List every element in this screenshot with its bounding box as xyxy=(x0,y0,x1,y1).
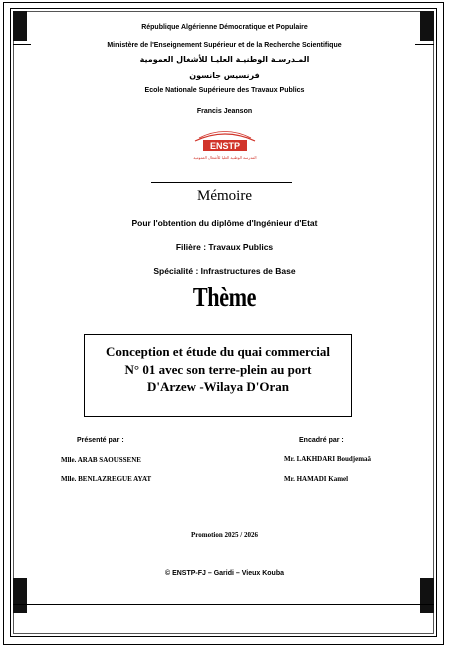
footer-text: © ENSTP-FJ – Garidi – Vieux Kouba xyxy=(164,570,284,577)
republic-text: République Algérienne Démocratique et Populaire xyxy=(141,24,308,31)
purpose-text: Pour l'obtention du diplôme d'Ingénieur d'Etat xyxy=(131,218,318,228)
ministry-text: Ministère de l'Enseignement Supérieur et de la Recherche Scientifique xyxy=(107,42,342,49)
theme-heading: Thème xyxy=(192,282,257,312)
filiere-text: Filière : Travaux Publics xyxy=(175,242,274,252)
bottom-rule xyxy=(13,604,434,605)
school-name: Ecole Nationale Supérieure des Travaux Publics xyxy=(144,87,305,94)
promotion-text: Promotion 2025 / 2026 xyxy=(191,531,258,539)
logo-text: ENSTP xyxy=(209,141,241,151)
enstp-logo xyxy=(185,129,264,163)
memoire-rule xyxy=(151,182,292,183)
supervisor-2: Mr. HAMADI Kamel xyxy=(284,475,349,483)
supervisor-1: Mr. LAKHDARI Boudjemaâ xyxy=(284,455,372,463)
corner-bar-top-right-2 xyxy=(420,32,434,36)
theme-line-3: D'Arzew -Wilaya D'Oran xyxy=(146,379,290,394)
logo-caption: المدرسة الوطنية العليا للأشغال العمومية xyxy=(193,155,257,160)
student-1: Mlle. ARAB SAOUSSENE xyxy=(61,456,141,464)
student-2: Mlle. BENLAZREGUE AYAT xyxy=(61,475,152,483)
arabic-site-text: فرنسيس جانسون xyxy=(189,71,260,80)
specialite-text: Spécialité : Infrastructures de Base xyxy=(153,266,296,276)
presented-label: Présenté par : xyxy=(77,437,124,444)
corner-bar-bottom-left xyxy=(13,578,27,613)
theme-line-1: Conception et étude du quai commercial xyxy=(106,344,330,359)
supervised-label: Encadré par : xyxy=(299,437,344,444)
memoire-title: Mémoire xyxy=(197,188,252,204)
corner-bar-bottom-right xyxy=(420,578,434,613)
inner-frame-double xyxy=(13,11,434,634)
arabic-school-text: المـدرسـة الوطنيـة العليـا للأشغال العمومية xyxy=(139,55,310,64)
site-name: Francis Jeanson xyxy=(196,108,253,115)
theme-line-2: N° 01 avec son terre-plein au port xyxy=(124,362,312,377)
